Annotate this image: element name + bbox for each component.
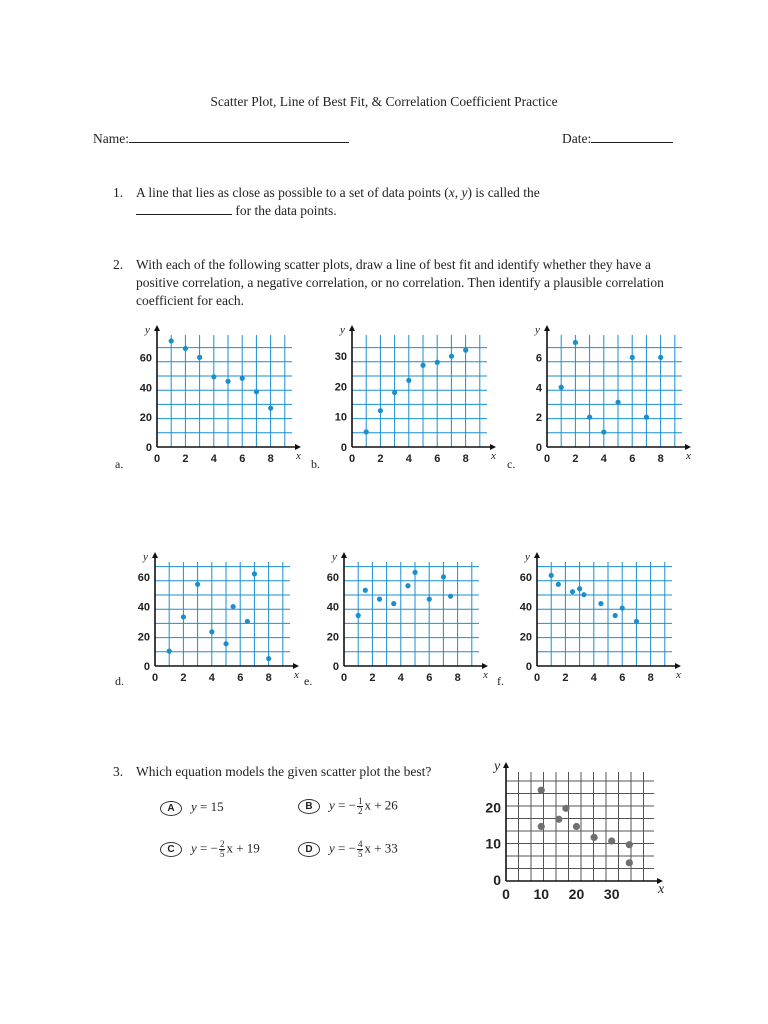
data-point [620, 605, 625, 610]
y-tick-label: 0 [143, 661, 150, 673]
data-point [183, 346, 188, 351]
x-tick-label: 2 [572, 453, 579, 465]
data-point [613, 613, 618, 618]
plot-f-label: f. [497, 674, 504, 688]
data-point [377, 597, 382, 602]
question-3-text: Which equation models the given scatter plot the best? [136, 764, 432, 779]
x-tick-label: 0 [151, 672, 159, 684]
y-tick-label: 40 [326, 601, 339, 614]
plot-d-label: d. [115, 674, 124, 688]
choice-b-den: 2 [357, 806, 363, 816]
data-point [615, 400, 620, 405]
choice-a-letter: A [160, 801, 182, 816]
data-point [223, 641, 228, 646]
q1-text-b: ) is called the [467, 185, 540, 200]
plot-e-label: e. [304, 674, 313, 688]
x-axis-letter: x [658, 882, 665, 897]
x-axis-letter: x [294, 669, 299, 681]
y-axis-letter: y [145, 324, 150, 336]
data-point [231, 604, 236, 609]
y-tick-label: 20 [485, 799, 501, 816]
choice-b-eq-post: x + 26 [364, 797, 398, 813]
data-point [266, 656, 271, 661]
y-axis-arrow [154, 325, 160, 331]
plot-a-label: a. [115, 457, 124, 471]
y-tick-label: 40 [519, 601, 532, 614]
choice-a-eq: = 15 [200, 799, 224, 814]
scatter-plot-c [525, 324, 691, 470]
x-tick-label: 4 [590, 672, 597, 684]
y-axis-arrow [152, 552, 158, 558]
question-1 [113, 184, 713, 224]
data-point [441, 574, 446, 579]
name-field[interactable] [93, 131, 349, 147]
x-tick-label: 0 [543, 453, 551, 465]
choice-c-y: y [191, 840, 197, 856]
question-1-text [136, 184, 696, 220]
x-tick-label: 6 [237, 672, 244, 684]
data-point [581, 592, 586, 597]
x-tick-label: 2 [562, 672, 569, 684]
choice-b-num: 1 [357, 796, 363, 806]
data-point [392, 390, 397, 395]
y-axis-letter: y [340, 324, 345, 336]
y-axis-arrow [349, 325, 355, 331]
choice-a[interactable] [160, 799, 224, 816]
y-axis-arrow [544, 325, 550, 331]
data-point [577, 586, 582, 591]
question-2-number: 2. [113, 257, 124, 272]
x-tick-label: 8 [265, 672, 272, 684]
data-point [209, 629, 214, 634]
data-point [405, 583, 410, 588]
data-point [197, 355, 202, 360]
choice-c-num: 2 [219, 839, 225, 849]
data-point [211, 374, 216, 379]
choice-d-den: 5 [357, 849, 363, 859]
date-blank[interactable] [591, 142, 673, 143]
x-axis-letter: x [686, 450, 691, 462]
choice-d-letter: D [298, 842, 320, 857]
choice-c-eq-pre: = − [200, 840, 218, 856]
worksheet-title: Scatter Plot, Line of Best Fit, & Correlation Coefficient Practice [210, 94, 558, 109]
choice-b-letter: B [298, 799, 320, 814]
x-tick-label: 30 [603, 886, 620, 902]
data-point [463, 348, 468, 353]
choice-d-eq-pre: = − [338, 840, 356, 856]
y-tick-label: 60 [519, 571, 532, 584]
x-tick-label: 2 [180, 672, 187, 684]
scatter-plot-q3 [478, 759, 668, 908]
data-point [538, 787, 545, 794]
question-3 [113, 763, 473, 783]
data-point [449, 354, 454, 359]
data-point [549, 573, 554, 578]
x-tick-label: 6 [434, 453, 441, 465]
data-point [240, 376, 245, 381]
x-axis-letter: x [491, 450, 496, 462]
x-tick-label: 0 [533, 672, 541, 684]
choice-c-eq-post: x + 19 [226, 840, 260, 856]
data-point [626, 841, 633, 848]
y-tick-label: 30 [334, 351, 347, 364]
y-tick-label: 2 [535, 412, 542, 425]
date-field[interactable] [562, 131, 673, 147]
x-tick-label: 10 [533, 886, 550, 902]
data-point [195, 582, 200, 587]
data-point [587, 415, 592, 420]
x-tick-label: 4 [210, 453, 217, 465]
grid [344, 562, 479, 666]
choice-d-y: y [329, 840, 335, 856]
data-point [570, 589, 575, 594]
y-tick-label: 10 [485, 835, 501, 852]
x-tick-label: 2 [377, 453, 384, 465]
x-tick-label: 6 [619, 672, 626, 684]
y-tick-label: 20 [139, 412, 152, 425]
y-axis-arrow [503, 762, 509, 768]
scatter-plot-f [515, 551, 681, 686]
y-tick-label: 0 [493, 872, 501, 888]
data-point [225, 379, 230, 384]
data-point [364, 429, 369, 434]
data-point [363, 588, 368, 593]
data-point [427, 597, 432, 602]
date-label: Date: [562, 131, 592, 146]
data-point [630, 355, 635, 360]
data-point [556, 582, 561, 587]
plot-b-label: b. [311, 457, 320, 471]
x-tick-label: 8 [267, 453, 274, 465]
data-point [626, 859, 633, 866]
y-tick-label: 4 [535, 382, 542, 395]
choice-d-fraction [357, 840, 364, 859]
grid [537, 562, 672, 666]
data-point [406, 378, 411, 383]
y-tick-label: 0 [145, 442, 152, 454]
scatter-plot-e [322, 551, 488, 686]
scatter-plot-d [133, 551, 299, 686]
data-point [562, 805, 569, 812]
y-tick-label: 10 [334, 411, 347, 424]
x-tick-label: 2 [182, 453, 189, 465]
grid [155, 562, 290, 666]
x-tick-label: 4 [397, 672, 404, 684]
y-axis-arrow [341, 552, 347, 558]
data-point [634, 619, 639, 624]
y-axis-letter: y [494, 759, 501, 774]
x-tick-label: 8 [454, 672, 461, 684]
data-point [435, 360, 440, 365]
data-point [573, 823, 580, 830]
question-3-number: 3. [113, 764, 124, 779]
data-point [181, 614, 186, 619]
x-tick-label: 8 [657, 453, 664, 465]
grid [157, 335, 292, 447]
choice-b-fraction [357, 797, 364, 816]
name-blank[interactable] [129, 142, 349, 143]
x-tick-label: 4 [208, 672, 215, 684]
q1-answer-blank[interactable] [136, 214, 232, 215]
q1-text-a: A line that lies as close as possible to a set of data points ( [136, 185, 449, 200]
data-point [573, 340, 578, 345]
x-tick-label: 0 [502, 886, 510, 902]
y-axis-letter: y [332, 551, 337, 563]
y-tick-label: 40 [139, 382, 152, 395]
scatter-plot-a [135, 324, 301, 470]
x-tick-label: 4 [405, 453, 412, 465]
y-tick-label: 0 [535, 442, 542, 454]
question-1-number: 1. [113, 185, 124, 200]
choice-c-den: 5 [219, 849, 225, 859]
x-tick-label: 8 [462, 453, 469, 465]
x-tick-label: 20 [568, 886, 585, 902]
data-point [252, 571, 257, 576]
question-2 [113, 256, 713, 312]
y-axis-letter: y [525, 551, 530, 563]
name-label: Name: [93, 131, 129, 146]
data-point [167, 649, 172, 654]
choice-a-y: y [191, 799, 197, 814]
data-point [378, 408, 383, 413]
y-tick-label: 0 [332, 661, 339, 673]
data-point [448, 594, 453, 599]
data-point [391, 601, 396, 606]
data-point [412, 570, 417, 575]
x-tick-label: 0 [340, 672, 348, 684]
data-point [608, 837, 615, 844]
x-axis-letter: x [676, 669, 681, 681]
data-point [268, 406, 273, 411]
y-tick-label: 40 [137, 601, 150, 614]
x-tick-label: 8 [647, 672, 654, 684]
y-tick-label: 60 [139, 352, 152, 365]
q1-vars: x, y [448, 185, 468, 200]
x-tick-label: 6 [426, 672, 433, 684]
choice-d[interactable] [298, 840, 398, 859]
q1-text-c: for the data points. [235, 203, 337, 218]
data-point [644, 415, 649, 420]
x-axis-letter: x [296, 450, 301, 462]
data-point [245, 619, 250, 624]
x-axis-letter: x [483, 669, 488, 681]
choice-c-letter: C [160, 842, 182, 857]
y-axis-letter: y [535, 324, 540, 336]
data-point [658, 355, 663, 360]
data-point [538, 823, 545, 830]
choice-d-eq-post: x + 33 [364, 840, 398, 856]
x-tick-label: 4 [600, 453, 607, 465]
data-point [590, 834, 597, 841]
choice-b-y: y [329, 797, 335, 813]
y-tick-label: 0 [525, 661, 532, 673]
y-tick-label: 20 [326, 631, 339, 644]
y-axis-letter: y [143, 551, 148, 563]
plot-c-label: c. [507, 457, 516, 471]
y-tick-label: 20 [519, 631, 532, 644]
x-tick-label: 6 [239, 453, 246, 465]
y-tick-label: 20 [334, 381, 347, 394]
scatter-plot-b [330, 324, 496, 470]
data-point [356, 613, 361, 618]
x-tick-label: 0 [153, 453, 161, 465]
y-tick-label: 60 [326, 571, 339, 584]
data-point [420, 363, 425, 368]
choice-d-num: 4 [357, 839, 363, 849]
choice-b-eq-pre: = − [338, 797, 356, 813]
choice-b[interactable] [298, 797, 398, 816]
data-point [555, 816, 562, 823]
x-tick-label: 6 [629, 453, 636, 465]
grid [547, 335, 682, 447]
data-point [559, 385, 564, 390]
y-tick-label: 0 [340, 442, 347, 454]
x-tick-label: 2 [369, 672, 376, 684]
question-2-text: With each of the following scatter plots, draw a line of best fit and identify whether they have a positive correlation, a negative correlation, or no correlation. Then identify a plausible correlation coefficient for each. [136, 257, 664, 308]
choice-c-fraction [219, 840, 226, 859]
y-tick-label: 60 [137, 571, 150, 584]
y-tick-label: 6 [535, 352, 542, 365]
data-point [598, 601, 603, 606]
y-tick-label: 20 [137, 631, 150, 644]
y-axis-arrow [534, 552, 540, 558]
data-point [169, 338, 174, 343]
data-point [254, 389, 259, 394]
data-point [601, 429, 606, 434]
choice-c[interactable] [160, 840, 260, 859]
x-tick-label: 0 [348, 453, 356, 465]
